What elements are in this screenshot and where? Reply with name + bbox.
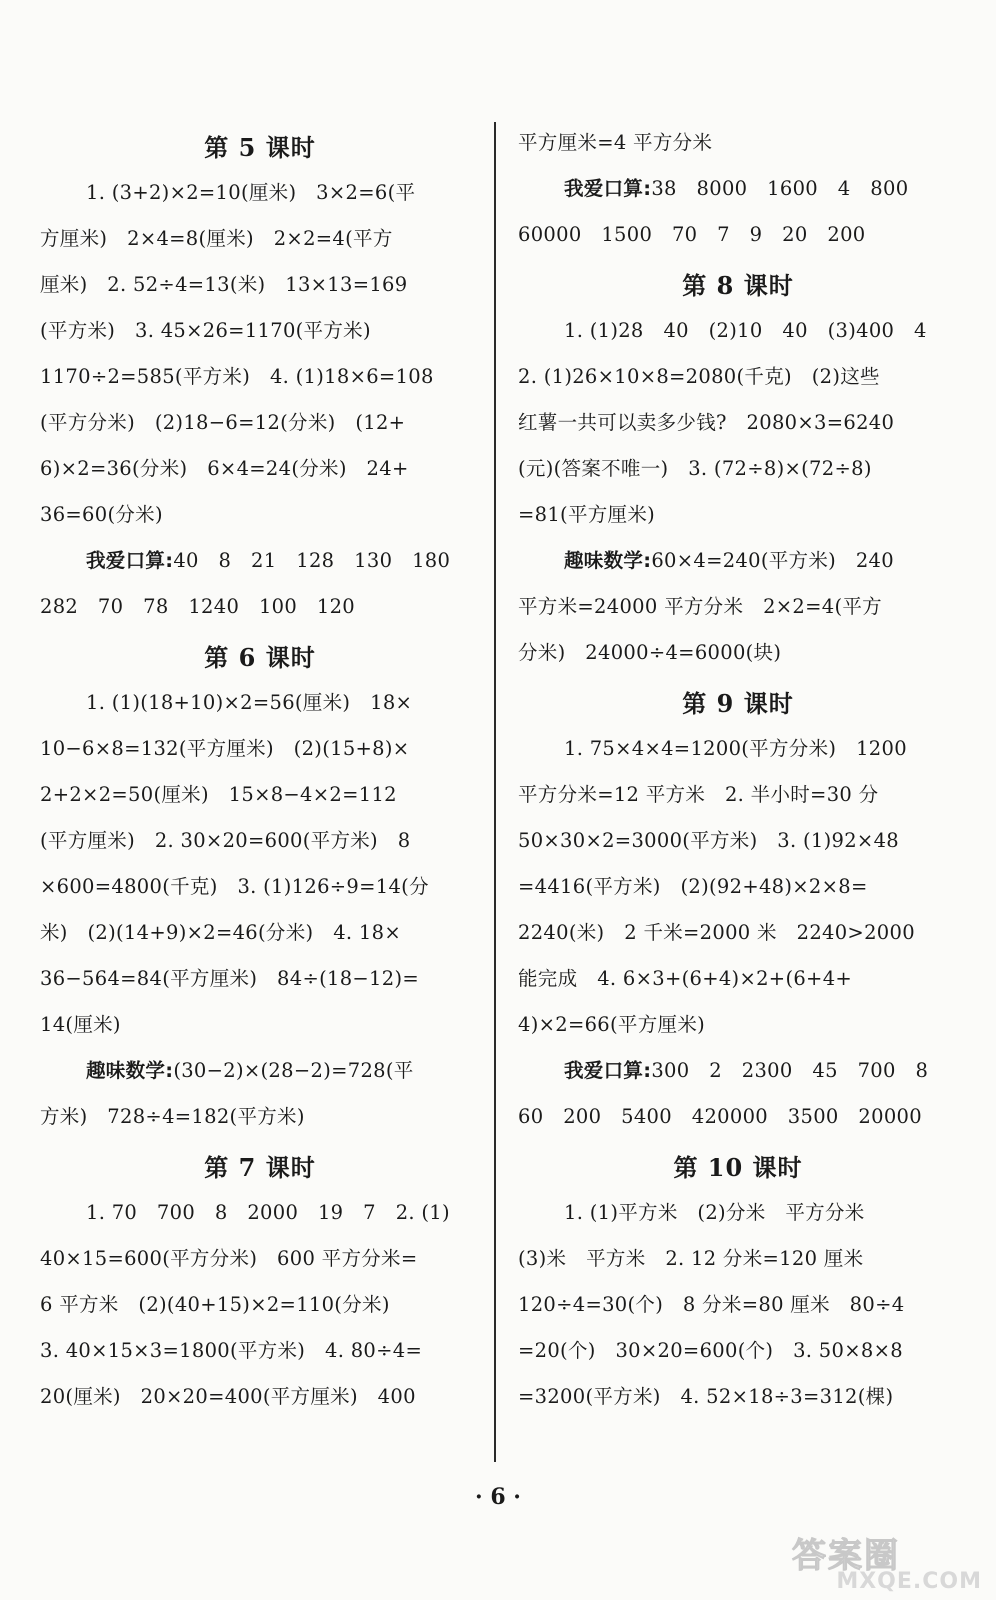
right-column	[518, 120, 958, 1420]
answer-line: (平方厘米) 2. 30×20=600(平方米) 8	[40, 829, 411, 852]
answer-line: (元)(答案不唯一) 3. (72÷8)×(72÷8)	[518, 457, 872, 480]
lesson10-title: 第 10 课时	[673, 1153, 803, 1182]
left-column	[40, 120, 480, 1420]
answer-line: 米) (2)(14+9)×2=46(分米) 4. 18×	[40, 921, 401, 944]
mental-math-values: 38 8000 1600 4 800	[651, 177, 909, 200]
answer-line: 36−564=84(平方厘米) 84÷(18−12)=	[40, 967, 420, 990]
answer-line: =4416(平方米) (2)(92+48)×2×8=	[518, 875, 868, 898]
answer-line: 能完成 4. 6×3+(6+4)×2+(6+4+	[518, 967, 853, 990]
answer-line: 2. (1)26×10×8=2080(千克) (2)这些	[518, 365, 880, 388]
mental-math-label: 我爱口算:	[564, 177, 652, 200]
fun-math-values: 60×4=240(平方米) 240	[651, 549, 894, 572]
answer-line: 6)×2=36(分米) 6×4=24(分米) 24+	[40, 457, 409, 480]
answer-line: (平方分米) (2)18−6=12(分米) (12+	[40, 411, 406, 434]
answer-line: =3200(平方米) 4. 52×18÷3=312(棵)	[518, 1385, 894, 1408]
answer-line: 50×30×2=3000(平方米) 3. (1)92×48	[518, 829, 899, 852]
mental-math-line	[518, 166, 958, 212]
answer-line: 平方分米=12 平方米 2. 半小时=30 分	[518, 783, 879, 806]
fun-math-values: (30−2)×(28−2)=728(平	[173, 1059, 414, 1082]
answer-line: ×600=4800(千克) 3. (1)126÷9=14(分	[40, 875, 429, 898]
answer-line: 36=60(分米)	[40, 503, 163, 526]
answer-line: 14(厘米)	[40, 1013, 121, 1036]
mental-math-values: 40 8 21 128 130 180	[173, 549, 451, 572]
answer-line: 40×15=600(平方分米) 600 平方分米=	[40, 1247, 418, 1270]
answer-line: =20(个) 30×20=600(个) 3. 50×8×8	[518, 1339, 903, 1362]
answer-line: 1. (1)(18+10)×2=56(厘米) 18×	[86, 691, 413, 714]
answer-line: 4)×2=66(平方厘米)	[518, 1013, 706, 1036]
answer-line: 2240(米) 2 千米=2000 米 2240>2000	[518, 921, 915, 944]
fun-math-values: 平方米=24000 平方分米 2×2=4(平方	[518, 595, 882, 618]
lesson5-title: 第 5 课时	[204, 133, 316, 162]
lesson7-title: 第 7 课时	[204, 1153, 316, 1182]
lesson6-title: 第 6 课时	[204, 643, 316, 672]
mental-math-line	[518, 1048, 958, 1094]
mental-math-line	[40, 538, 480, 584]
mental-math-values: 60000 1500 70 7 9 20 200	[518, 223, 866, 246]
mental-math-label: 我爱口算:	[564, 1059, 652, 1082]
lesson8-title: 第 8 课时	[682, 271, 794, 300]
mental-math-label: 我爱口算:	[86, 549, 174, 572]
answer-line: 2+2×2=50(厘米) 15×8−4×2=112	[40, 783, 397, 806]
watermark-url: MXQE.COM	[836, 1569, 982, 1594]
answer-line: 6 平方米 (2)(40+15)×2=110(分米)	[40, 1293, 390, 1316]
mental-math-values: 282 70 78 1240 100 120	[40, 595, 356, 618]
answer-line: (3)米 平方米 2. 12 分米=120 厘米	[518, 1247, 864, 1270]
answer-line: 红薯一共可以卖多少钱? 2080×3=6240	[518, 411, 895, 434]
fun-math-label: 趣味数学:	[86, 1059, 174, 1082]
column-divider	[494, 122, 496, 1462]
lesson9-title: 第 9 课时	[682, 689, 794, 718]
fun-math-values: 方米) 728÷4=182(平方米)	[40, 1105, 305, 1128]
mental-math-values: 60 200 5400 420000 3500 20000	[518, 1105, 922, 1128]
fun-math-values: 分米) 24000÷4=6000(块)	[518, 641, 782, 664]
answer-line: =81(平方厘米)	[518, 503, 656, 526]
watermark-logo	[792, 1528, 988, 1594]
answer-line: 平方厘米=4 平方分米	[518, 131, 713, 154]
answer-line: 1. 70 700 8 2000 19 7 2. (1)	[86, 1201, 450, 1224]
fun-math-line	[518, 538, 958, 584]
answer-line: 20(厘米) 20×20=400(平方厘米) 400	[40, 1385, 416, 1408]
answer-line: 1. (1)28 40 (2)10 40 (3)400 4	[564, 319, 927, 342]
fun-math-label: 趣味数学:	[564, 549, 652, 572]
answer-line: 120÷4=30(个) 8 分米=80 厘米 80÷4	[518, 1293, 905, 1316]
answer-line: 厘米) 2. 52÷4=13(米) 13×13=169	[40, 273, 408, 296]
answer-line: 1. (3+2)×2=10(厘米) 3×2=6(平	[86, 181, 416, 204]
answer-line: 1170÷2=585(平方米) 4. (1)18×6=108	[40, 365, 434, 388]
page-number: · 6 ·	[475, 1484, 521, 1510]
answer-line: (平方米) 3. 45×26=1170(平方米)	[40, 319, 371, 342]
answer-line: 10−6×8=132(平方厘米) (2)(15+8)×	[40, 737, 410, 760]
answer-line: 3. 40×15×3=1800(平方米) 4. 80÷4=	[40, 1339, 423, 1362]
fun-math-line	[40, 1048, 480, 1094]
answer-line: 1. 75×4×4=1200(平方分米) 1200	[564, 737, 907, 760]
answer-line: 1. (1)平方米 (2)分米 平方分米	[564, 1201, 865, 1224]
answer-line: 方厘米) 2×4=8(厘米) 2×2=4(平方	[40, 227, 393, 250]
mental-math-values: 300 2 2300 45 700 8	[651, 1059, 929, 1082]
watermark-text: 答案圈	[792, 1536, 900, 1576]
